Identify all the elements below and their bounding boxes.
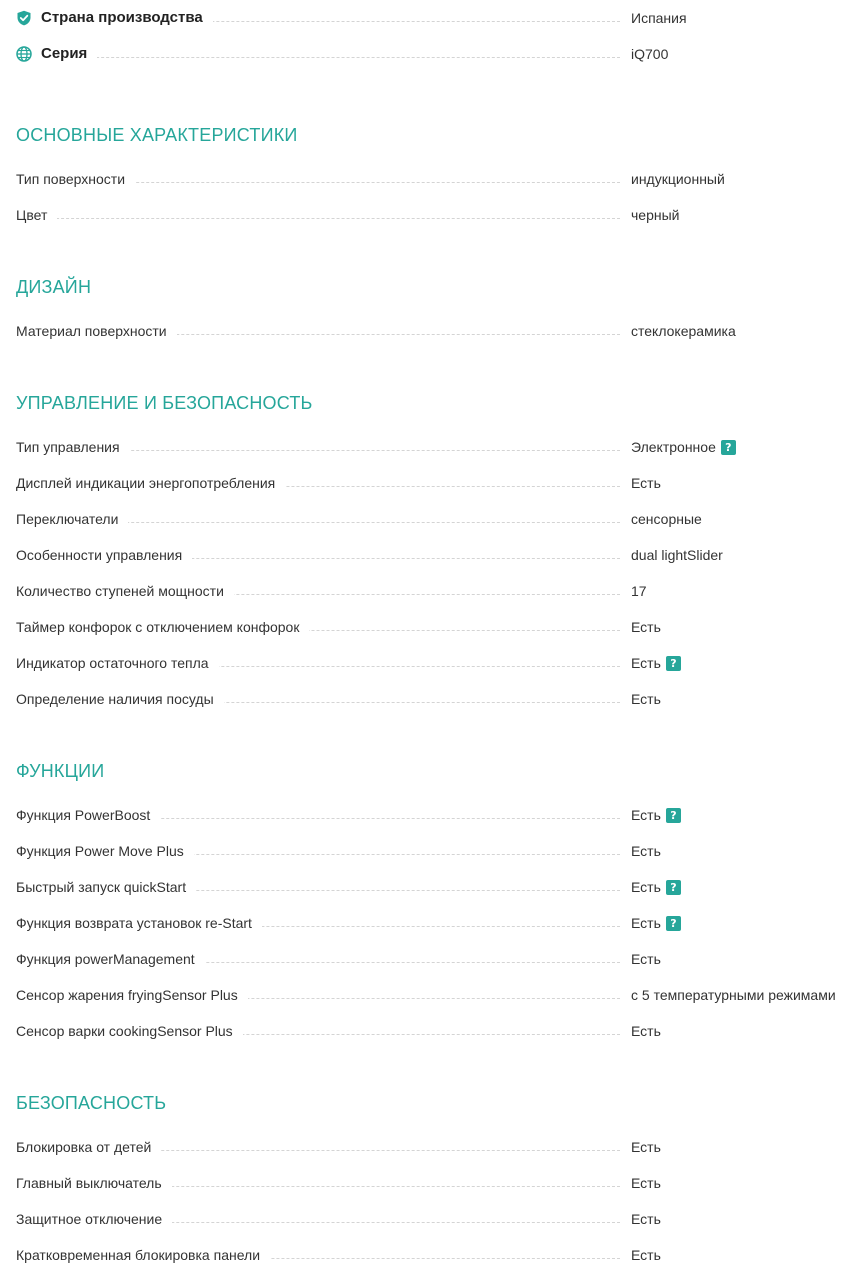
spec-value — [631, 543, 723, 567]
spec-label: Серия — [16, 42, 97, 66]
spec-value-text: Есть — [631, 1023, 661, 1039]
spec-label: Главный выключатель — [16, 1171, 172, 1195]
spec-row — [16, 615, 848, 639]
spec-value — [631, 167, 725, 191]
spec-value — [631, 947, 661, 971]
globe-icon — [16, 46, 32, 62]
spec-label: Быстрый запуск quickStart — [16, 875, 196, 899]
spec-value — [631, 651, 681, 675]
spec-row — [16, 6, 848, 30]
section-title-5: БЕЗОПАСНОСТЬ — [16, 1093, 167, 1113]
spec-label: Определение наличия посуды — [16, 687, 224, 711]
help-icon[interactable]: ? — [666, 808, 681, 823]
spec-value-text: Есть — [631, 951, 661, 967]
spec-label: Переключатели — [16, 507, 128, 531]
spec-value-text: Есть — [631, 475, 661, 491]
spec-value — [631, 839, 661, 863]
spec-row — [16, 579, 848, 603]
spec-label: Функция powerManagement — [16, 947, 205, 971]
spec-value-text: Есть — [631, 691, 661, 707]
spec-value-text: dual lightSlider — [631, 547, 723, 563]
spec-label: Функция PowerBoost — [16, 803, 160, 827]
shield-check-icon — [16, 10, 32, 26]
spec-value — [631, 507, 702, 531]
spec-label: Материал поверхности — [16, 319, 177, 343]
spec-value — [631, 42, 668, 66]
spec-value-text: Есть — [631, 619, 661, 635]
help-icon[interactable]: ? — [666, 880, 681, 895]
spec-value — [631, 319, 736, 343]
spec-value-text: Есть — [631, 807, 661, 823]
spec-row — [16, 203, 848, 227]
spec-value-text: сенсорные — [631, 511, 702, 527]
spec-value — [631, 1135, 661, 1159]
spec-value — [631, 6, 687, 30]
section-title-2: ДИЗАЙН — [16, 277, 92, 297]
help-icon[interactable]: ? — [666, 916, 681, 931]
spec-label: Блокировка от детей — [16, 1135, 161, 1159]
spec-value — [631, 803, 681, 827]
spec-label: Дисплей индикации энергопотребления — [16, 471, 285, 495]
spec-row — [16, 911, 848, 935]
spec-row — [16, 435, 848, 459]
dotted-leader — [16, 218, 620, 219]
spec-value-text: Есть — [631, 655, 661, 671]
spec-row — [16, 651, 848, 675]
spec-value — [631, 435, 736, 459]
spec-label: Сенсор жарения fryingSensor Plus — [16, 983, 248, 1007]
spec-value-text: индукционный — [631, 171, 725, 187]
spec-value — [631, 615, 661, 639]
spec-row — [16, 507, 848, 531]
spec-row — [16, 543, 848, 567]
spec-label: Сенсор варки cookingSensor Plus — [16, 1019, 243, 1043]
spec-value-text: iQ700 — [631, 46, 669, 62]
spec-value-text: 17 — [631, 583, 647, 599]
spec-label: Функция возврата установок re-Start — [16, 911, 262, 935]
section-title-4: ФУНКЦИИ — [16, 761, 105, 781]
spec-label: Защитное отключение — [16, 1207, 172, 1231]
spec-label: Количество ступеней мощности — [16, 579, 234, 603]
spec-value — [631, 1243, 661, 1267]
spec-row — [16, 1171, 848, 1195]
spec-row — [16, 687, 848, 711]
spec-row — [16, 1135, 848, 1159]
spec-value — [631, 875, 681, 899]
spec-row — [16, 839, 848, 863]
spec-label: Тип поверхности — [16, 167, 135, 191]
spec-value — [631, 911, 681, 935]
spec-value — [631, 1019, 661, 1043]
spec-value — [631, 471, 661, 495]
spec-value-text: Электронное — [631, 439, 716, 455]
spec-row — [16, 947, 848, 971]
spec-value-text: Испания — [631, 10, 687, 26]
help-icon[interactable]: ? — [721, 440, 736, 455]
spec-row — [16, 1019, 848, 1043]
spec-label: Индикатор остаточного тепла — [16, 651, 219, 675]
spec-label: Таймер конфорок с отключением конфорок — [16, 615, 309, 639]
section-title-3: УПРАВЛЕНИЕ И БЕЗОПАСНОСТЬ — [16, 393, 313, 413]
spec-label: Кратковременная блокировка панели — [16, 1243, 270, 1267]
spec-row — [16, 319, 848, 343]
spec-value — [631, 1207, 661, 1231]
spec-row — [16, 875, 848, 899]
dotted-leader — [16, 57, 620, 58]
help-icon[interactable]: ? — [666, 656, 681, 671]
spec-row — [16, 1243, 848, 1267]
spec-label: Цвет — [16, 203, 57, 227]
spec-value-text: Есть — [631, 1175, 661, 1191]
spec-row — [16, 167, 848, 191]
spec-value-text: Есть — [631, 843, 661, 859]
spec-value-text: с 5 температурными режимами — [631, 987, 836, 1003]
spec-value — [631, 579, 647, 603]
spec-value-text: Есть — [631, 1139, 661, 1155]
spec-row — [16, 42, 848, 66]
spec-label: Функция Power Move Plus — [16, 839, 194, 863]
spec-value — [631, 1171, 661, 1195]
spec-value-text: Есть — [631, 1211, 661, 1227]
section-title-1: ОСНОВНЫЕ ХАРАКТЕРИСТИКИ — [16, 125, 298, 145]
spec-value — [631, 203, 679, 227]
spec-row — [16, 983, 848, 1007]
spec-value — [631, 687, 661, 711]
spec-value — [631, 983, 836, 1007]
spec-value-text: Есть — [631, 879, 661, 895]
spec-row — [16, 803, 848, 827]
spec-value-text: Есть — [631, 915, 661, 931]
spec-value-text: стеклокерамика — [631, 323, 736, 339]
spec-label: Особенности управления — [16, 543, 192, 567]
spec-row — [16, 471, 848, 495]
spec-label: Тип управления — [16, 435, 130, 459]
spec-row — [16, 1207, 848, 1231]
spec-value-text: Есть — [631, 1247, 661, 1263]
spec-value-text: черный — [631, 207, 680, 223]
spec-label: Страна производства — [16, 6, 213, 30]
